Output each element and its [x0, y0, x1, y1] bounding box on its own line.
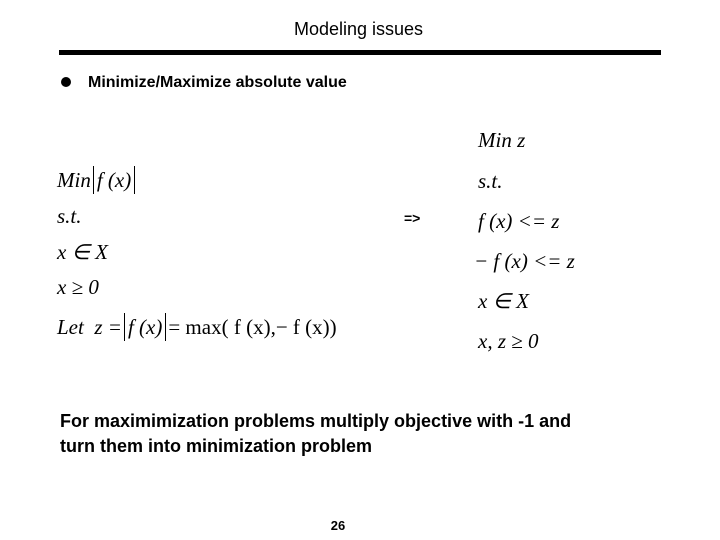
- left-objective-abs: f (x): [93, 166, 135, 194]
- left-definition: Let z = f (x) = max( f (x),− f (x)): [57, 315, 337, 339]
- bullet-text: Minimize/Maximize absolute value: [88, 74, 347, 91]
- page-number: 26: [330, 518, 346, 533]
- maximization-note: For maximimization problems multiply objective with -1 and turn them into minimization problem: [60, 411, 572, 456]
- left-constraint-nonneg: x ≥ 0: [57, 275, 99, 299]
- right-constraint-1: f (x) <= z: [478, 209, 560, 233]
- left-objective: [57, 166, 137, 194]
- left-objective-keyword: Min: [57, 168, 91, 192]
- right-objective: Min z: [478, 128, 526, 152]
- slide-title: Modeling issues: [293, 19, 424, 39]
- left-constraint-set: x ∈ X: [57, 240, 108, 264]
- transform-arrow: =>: [404, 210, 421, 226]
- title-divider: [59, 50, 661, 55]
- right-st: s.t.: [478, 169, 503, 193]
- left-definition-abs: f (x): [124, 313, 166, 341]
- right-constraint-3: x ∈ X: [478, 289, 529, 313]
- right-constraint-2: − f (x) <= z: [474, 249, 575, 273]
- left-st: s.t.: [57, 204, 82, 228]
- bullet-dot-icon: [61, 77, 71, 87]
- right-constraint-4: x, z ≥ 0: [478, 329, 539, 353]
